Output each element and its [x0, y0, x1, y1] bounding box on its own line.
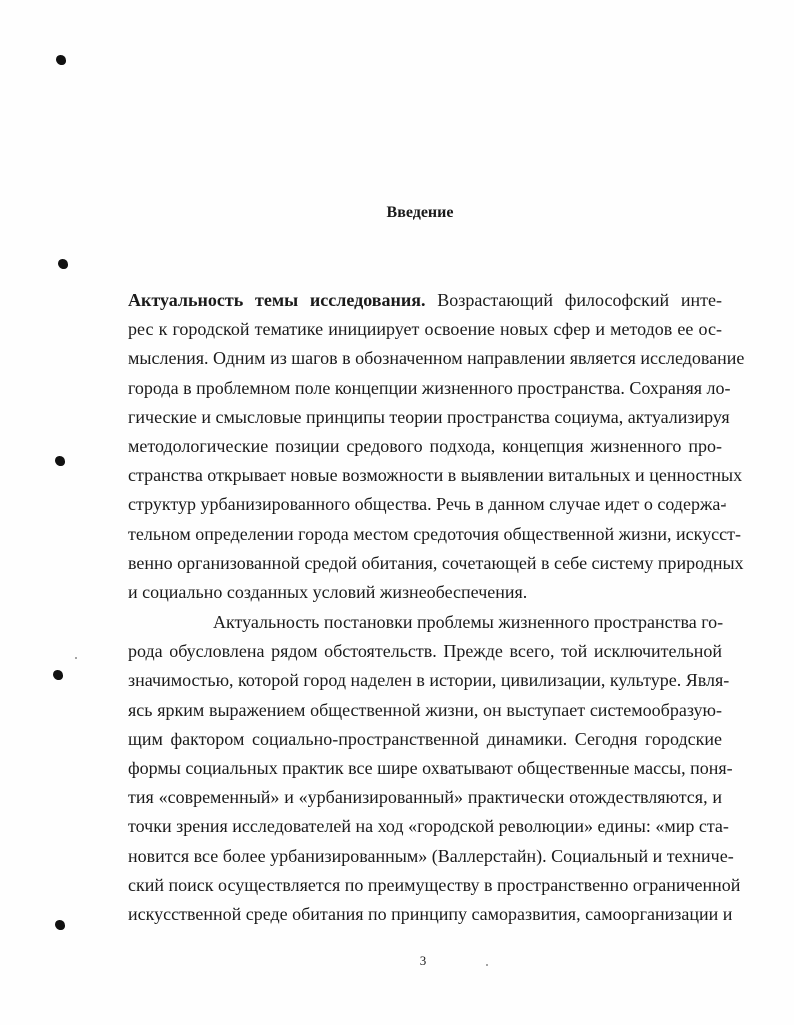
paragraph: [128, 286, 745, 607]
paragraph-line: [128, 286, 722, 315]
punch-hole-mark: [53, 670, 63, 680]
line-text: странства открывает новые возможности в выявлении витальных и ценностных: [128, 465, 743, 486]
paragraph-line: [128, 403, 730, 432]
paragraph-line: [128, 461, 743, 490]
paragraph-line: [128, 871, 741, 900]
paragraph-line: [128, 520, 741, 549]
line-text: мысления. Одним из шагов в обозначенном направлении является исследование: [128, 348, 745, 369]
line-text: тельном определении города местом средоточия общественной жизни, искусст-: [128, 523, 741, 544]
line-text: города в проблемном поле концепции жизненного пространства. Сохраняя ло-: [128, 377, 731, 398]
line-text: формы социальных практик все шире охватывают общественные массы, поня-: [128, 757, 733, 778]
paragraph-line: [128, 725, 722, 754]
punch-hole-mark: [55, 920, 65, 930]
scan-speck: [75, 657, 77, 659]
paragraph-line: [128, 783, 722, 812]
punch-hole-mark: [58, 259, 68, 269]
line-text: ясь ярким выражением общественной жизни, он выступает системообразую-: [128, 699, 722, 720]
paragraph-line: [128, 666, 730, 695]
page-title: Введение: [386, 204, 454, 221]
paragraph-line: [128, 812, 729, 841]
line-text: значимостью, которой город наделен в истории, цивилизации, культуре. Явля-: [128, 670, 730, 691]
paragraph-line: [128, 549, 744, 578]
line-text: новится все более урбанизированным» (Валлерстайн). Социальный и техниче-: [128, 845, 734, 866]
paragraph-line: [128, 490, 727, 519]
line-text: точки зрения исследователей на ход «городской революции» едины: «мир ста-: [128, 816, 729, 837]
paragraph-line: [128, 315, 722, 344]
paragraph-line: [128, 754, 733, 783]
paragraph-line: [128, 344, 745, 373]
section-lead-heading: Актуальность темы исследования.: [128, 290, 426, 310]
line-text: гические и смысловые принципы теории пространства социума, актуализируя: [128, 406, 730, 427]
paragraph-line: [128, 608, 722, 637]
line-text: Возрастающий философский инте-: [425, 290, 722, 310]
line-text: искусственной среде обитания по принципу саморазвития, самоорганизации и: [128, 903, 733, 924]
paragraph-line: [128, 842, 734, 871]
paragraph-line: [128, 374, 731, 403]
line-text: ский поиск осуществляется по преимуществу в пространственно ограниченной: [128, 874, 741, 895]
page-number: 3: [419, 953, 427, 968]
line-text: Актуальность постановки проблемы жизненного пространства го-: [213, 612, 724, 632]
line-text: рода обусловлена рядом обстоятельств. Прежде всего, той исключительной: [128, 641, 722, 662]
punch-hole-mark: [56, 55, 66, 65]
paragraph: [128, 608, 741, 929]
paragraph-line: [128, 696, 722, 725]
paragraph-line: [128, 637, 722, 666]
line-text: рес к городской тематике инициирует освоение новых сфер и методов ее ос-: [128, 319, 722, 340]
line-text: тия «современный» и «урбанизированный» практически отождествляются, и: [128, 787, 722, 808]
line-text: венно организованной средой обитания, сочетающей в себе систему природных: [128, 552, 744, 573]
paragraph-line: [128, 578, 722, 607]
line-text: структур урбанизированного общества. Речь в данном случае идет о содержа-: [128, 494, 727, 515]
line-text: щим фактором социально-пространственной динамики. Сегодня городские: [128, 728, 722, 749]
paragraph-line: [128, 432, 722, 461]
line-text: методологические позиции средового подхода, концепция жизненного про-: [128, 435, 722, 456]
paragraph-line: [128, 900, 733, 929]
line-text: и социально созданных условий жизнеобеспечения.: [128, 581, 528, 602]
punch-hole-mark: [55, 456, 65, 466]
